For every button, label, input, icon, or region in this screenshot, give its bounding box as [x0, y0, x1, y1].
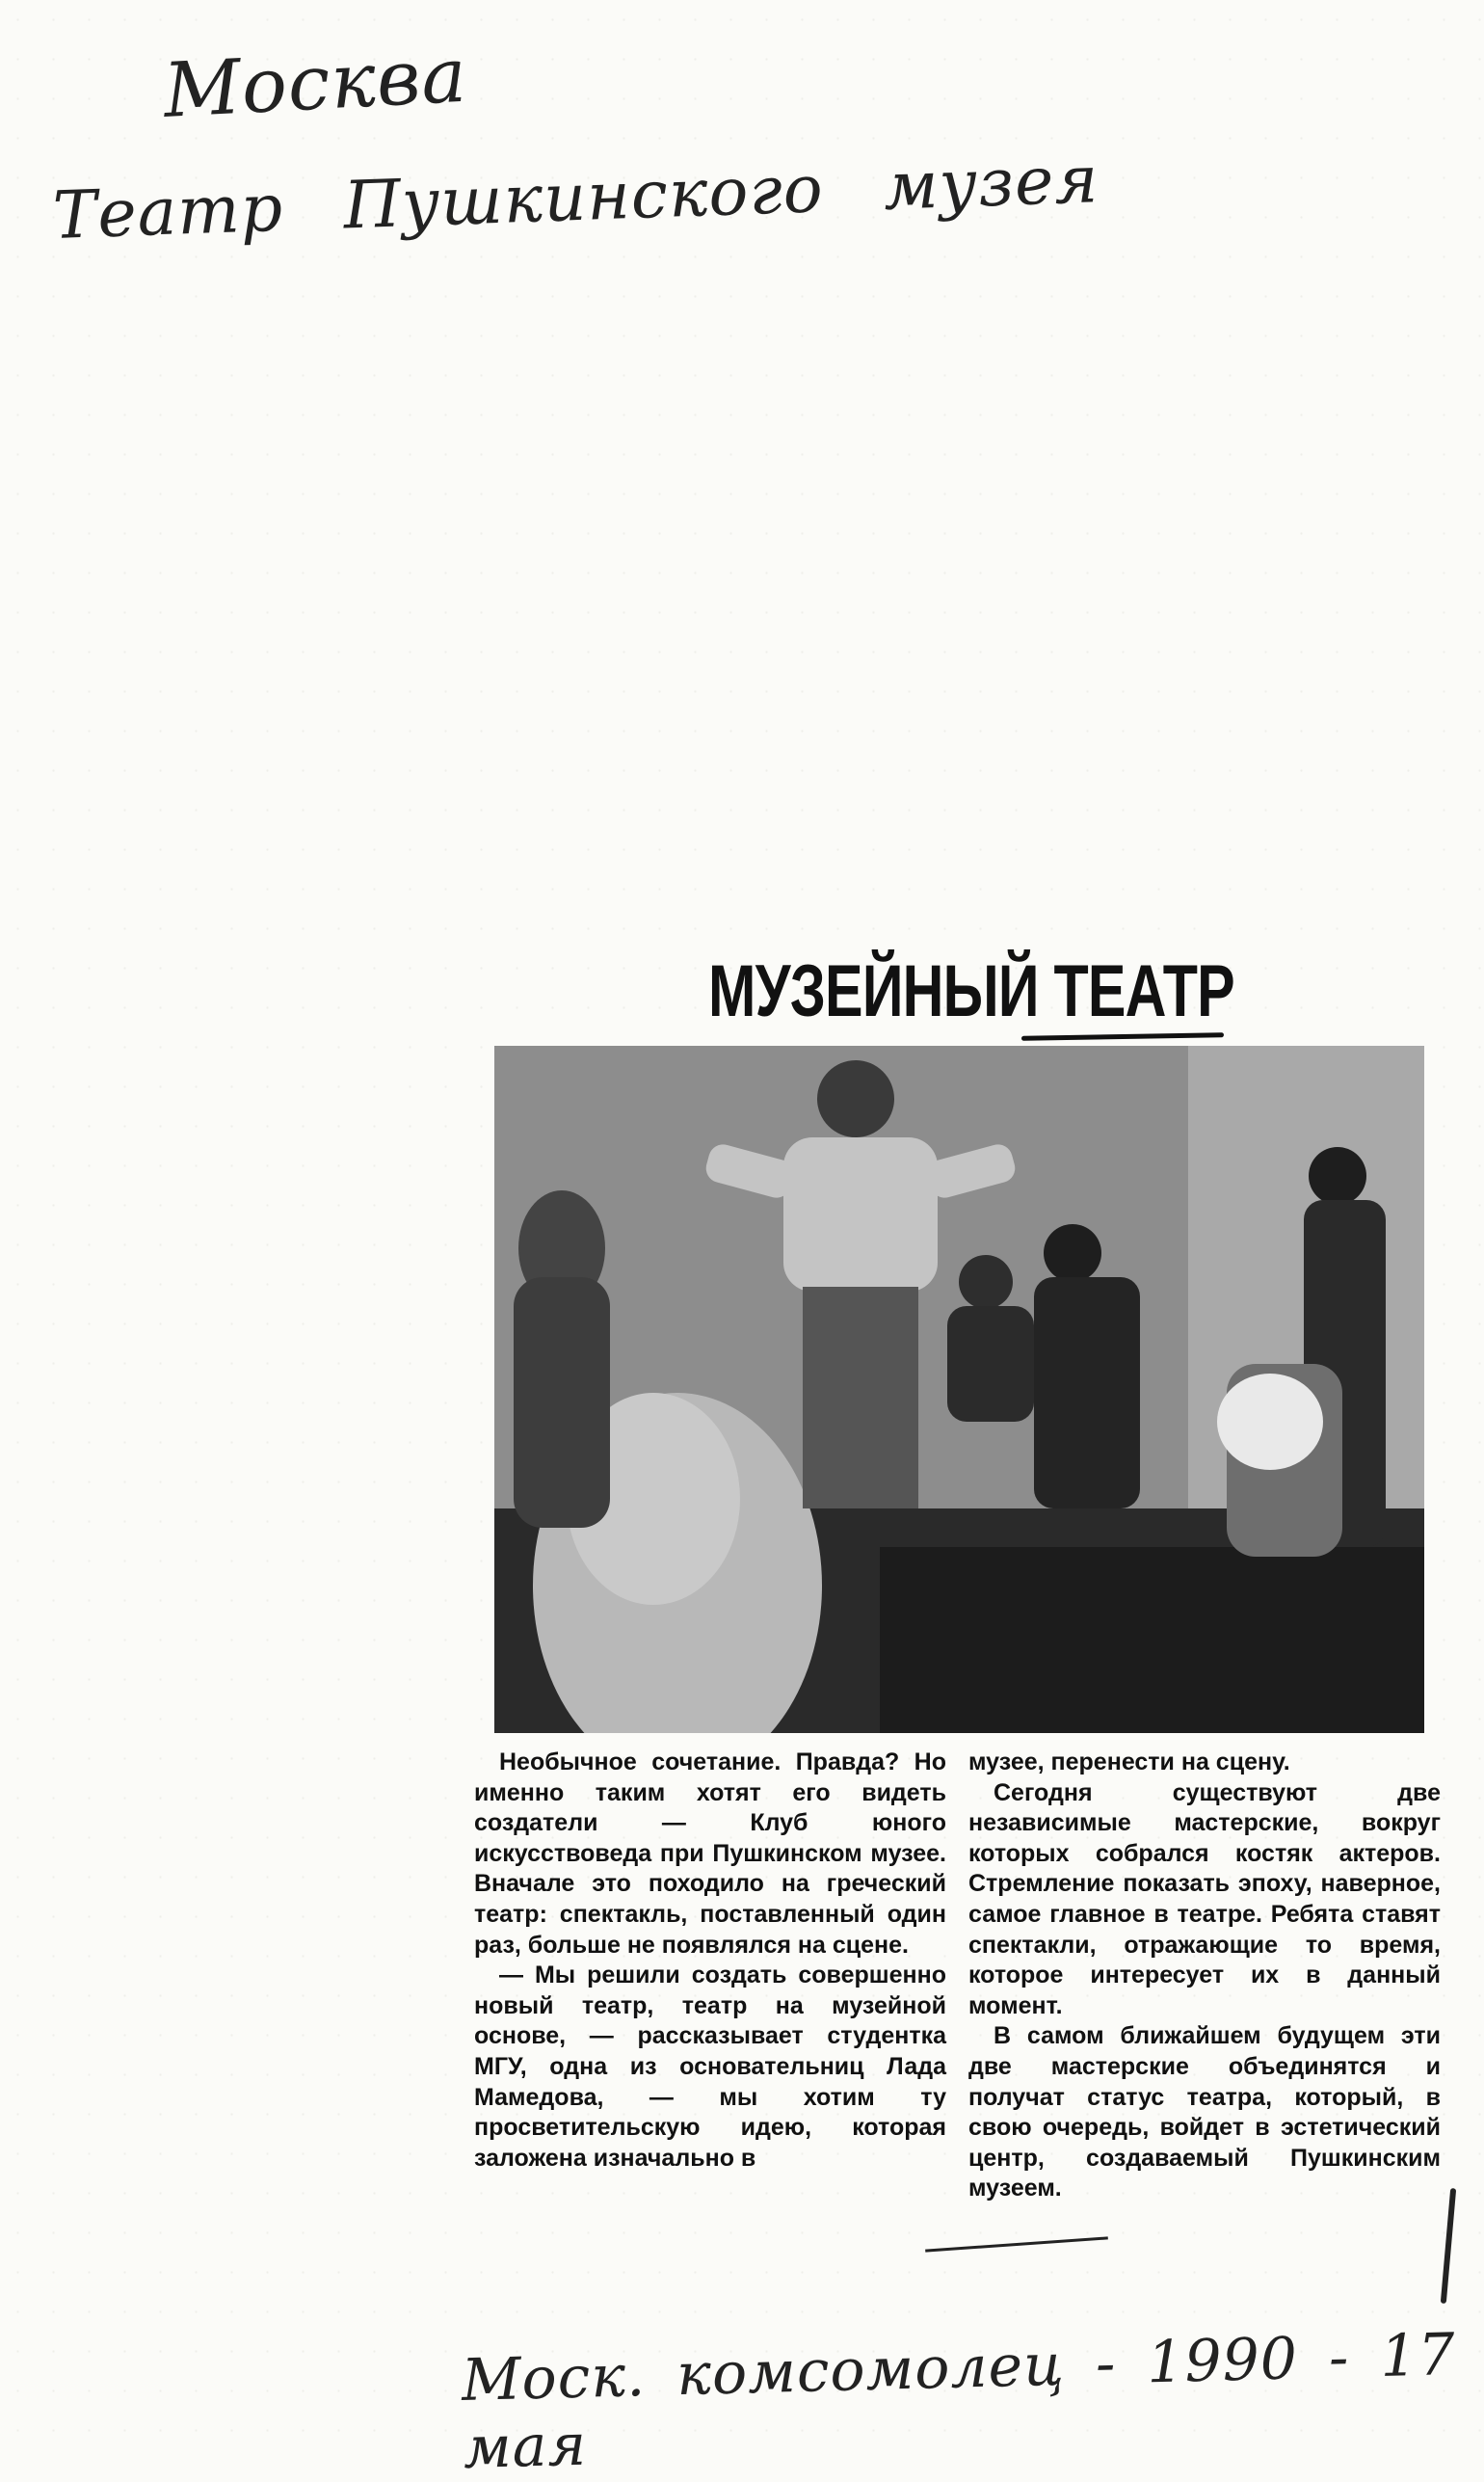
paragraph: Необычное сочетание. Правда? Но именно таким хотят его видеть создатели — Клуб юного искусствоведа при Пушкинском музее. Вначале это походило на греческий театр: спектакль, поставленный один раз, больше не появлялся на сцене.	[474, 1748, 946, 1959]
handwritten-strike-line	[925, 2236, 1108, 2252]
paragraph: Сегодня существуют две независимые мастерские, вокруг которых собрался костяк актеров. Стремление показать эпоху, наверное, самое главное в театре. Ребята ставят спектакли, отражающие то время, которое интересует их в данный момент.	[968, 1778, 1441, 2019]
handwritten-city: Москва	[161, 32, 469, 135]
article-column-left	[474, 1748, 946, 2174]
article-headline: МУЗЕЙНЫЙ ТЕАТР	[708, 950, 1234, 1032]
article-photo	[494, 1046, 1424, 1733]
handwritten-source: Моск. комсомолец - 1990 - 17 мая	[461, 2321, 1457, 2482]
handwritten-topic: Театр Пушкинского музея	[51, 142, 1100, 254]
paragraph: — Мы решили создать совершенно новый театр, театр на музейной основе, — рассказывает студентка МГУ, одна из основательниц Лада Мамедова, — мы хотим ту просветительскую идею, которая заложена изначально в	[474, 1962, 946, 2172]
handwritten-underline	[1021, 1032, 1224, 1041]
paragraph: В самом ближайшем будущем эти две мастерские объединятся и получат статус театра, который, в свою очередь, войдет в эстетический центр, создаваемый Пушкинским музеем.	[968, 2022, 1441, 2202]
article-column-right	[968, 1748, 1441, 2204]
paragraph: музее, перенести на сцену.	[968, 1748, 1290, 1775]
handwritten-margin-mark	[1441, 2188, 1456, 2304]
